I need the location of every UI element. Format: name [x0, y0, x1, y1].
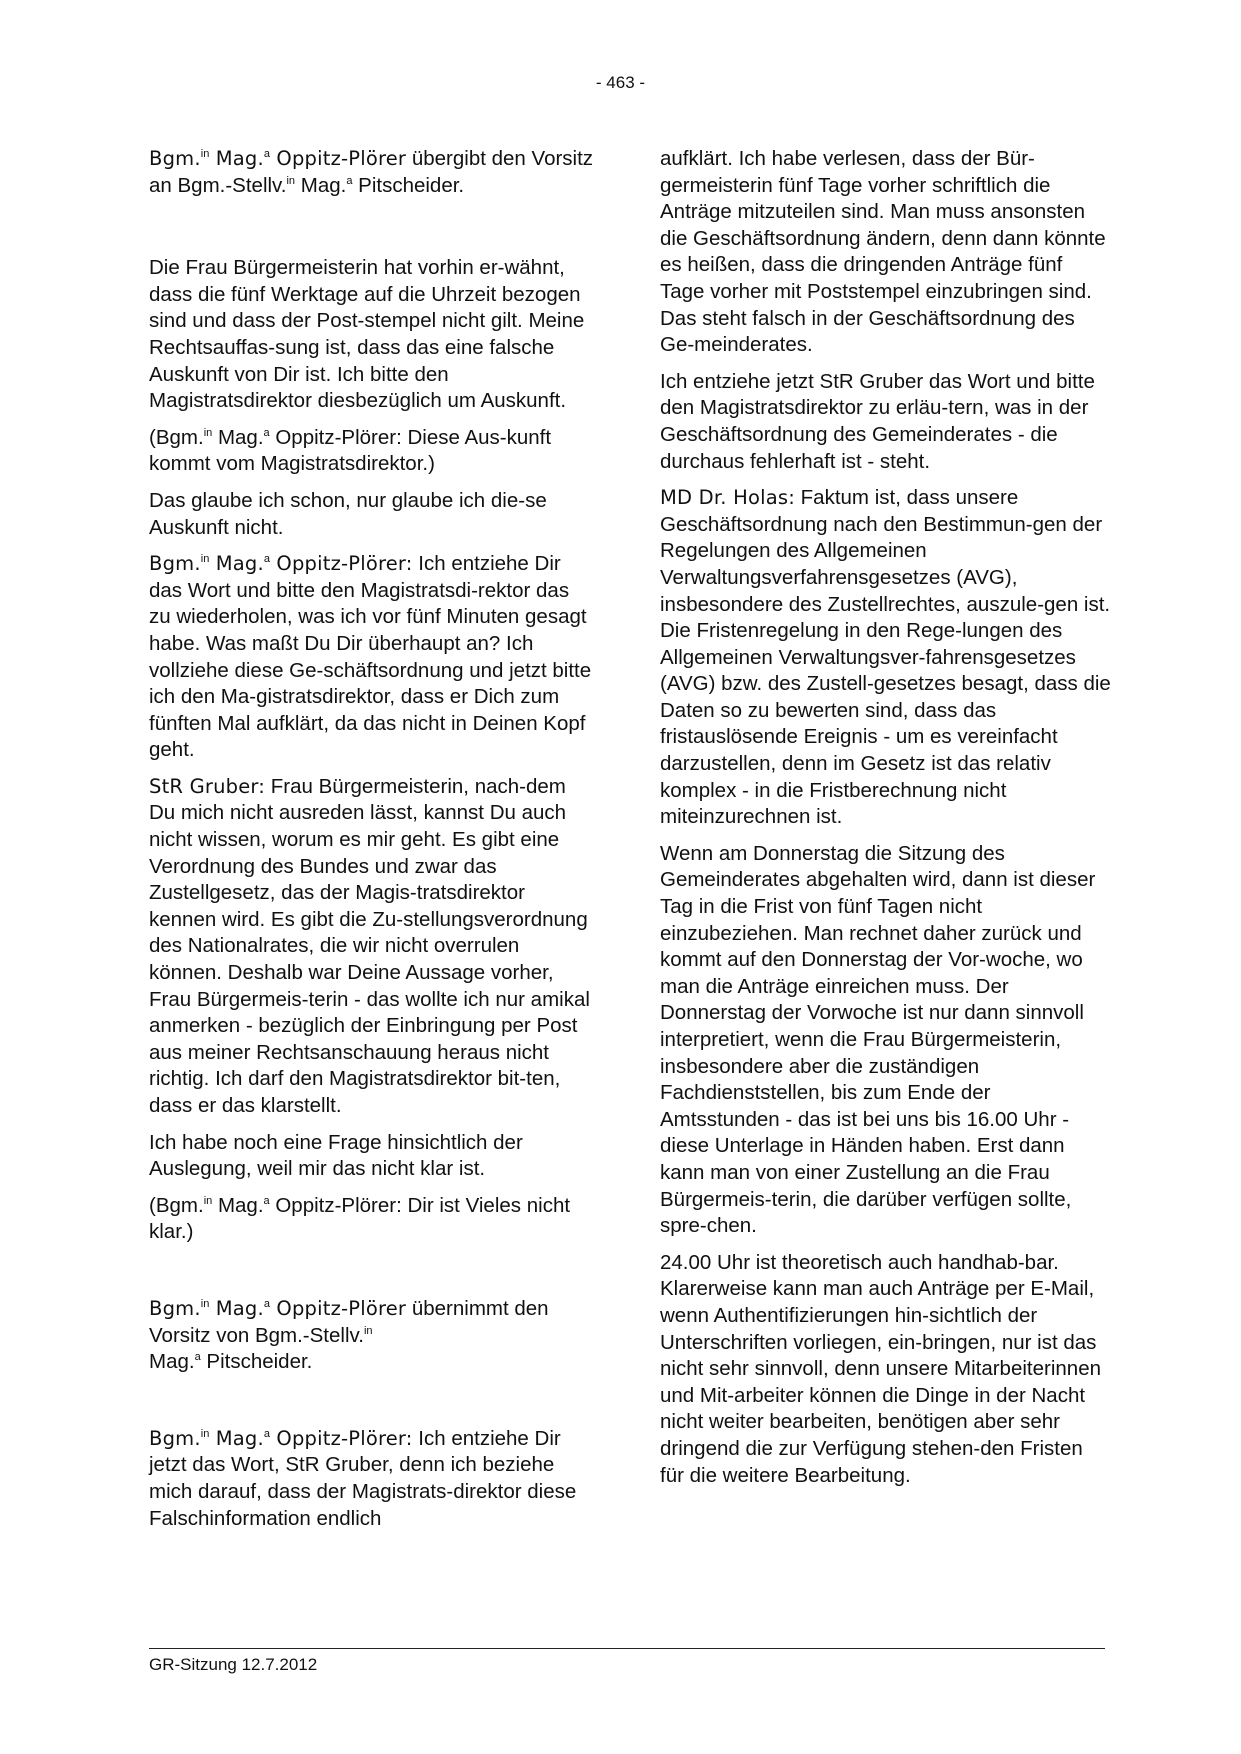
speaker-name: StR Gruber:	[149, 774, 266, 798]
paragraph-text: Mag.	[212, 1193, 264, 1217]
superscript: in	[200, 148, 210, 161]
superscript: a	[346, 174, 353, 187]
paragraph-text: Pitscheider.	[200, 1350, 313, 1374]
speaker-name: MD Dr. Holas:	[660, 486, 795, 510]
paragraph-text: Ich entziehe Dir jetzt das Wort, StR Gruber, denn ich beziehe mich darauf, dass der Magistrats-direktor diese Falschinformation endlich	[149, 1426, 577, 1530]
footer-session-date: GR-Sitzung 12.7.2012	[149, 1655, 318, 1674]
body-paragraph: Wenn am Donnerstag die Sitzung des Gemeinderates abgehalten wird, dann ist dieser Tag in die Frist von fünf Tagen nicht einzubeziehen. Man rechnet daher zurück und kommt auf den Donnerstag der Vor-woche, wo man die Anträge einreichen muss. Der Donnerstag der Vorwoche ist nur dann sinnvoll interpretiert, wenn die Frau Bürgermeisterin, insbesondere aber die zuständigen Fachdienststellen, bis zum Ende der Amtsstunden - das ist bei uns bis 16.00 Uhr - diese Unterlage in Händen haben. Erst dann kann man von einer Zustellung an die Frau Bürgermeis-terin, die darüber verfügen sollte, spre-chen.	[660, 841, 1096, 1238]
paragraph-text: Mag.	[295, 173, 347, 197]
superscript: in	[200, 1298, 210, 1311]
superscript: in	[203, 1194, 213, 1207]
speaker-name: Oppitz-Plörer	[270, 1296, 407, 1320]
paragraph-text: Mag.	[149, 1350, 195, 1374]
interjection-paragraph	[149, 1193, 594, 1246]
superscript: a	[263, 1298, 270, 1311]
right-column	[660, 146, 1112, 1499]
superscript: a	[263, 1194, 270, 1207]
spacer	[149, 209, 594, 255]
paragraph-text: Faktum ist, dass unsere Geschäftsordnung nach den Bestimmun-gen der Regelungen des Allgemeinen Verwaltungsverfahrensgesetzes (AVG), insbesondere des Zustellrechtes, auszule-gen ist. Die Fristenregelung in den Rege-lungen des Allgemeinen Verwaltungsver-fahrensgesetzes (AVG) bzw. des Zustell-gesetzes besagt, dass die Daten so zu bewerten sind, dass das fristauslösende Ereignis - um es vereinfacht darzustellen, denn im Gesetz ist das relativ komplex - in die Fristberechnung nicht miteinzurechnen ist.	[660, 486, 1111, 829]
superscript: in	[200, 1427, 210, 1440]
spacer	[149, 1256, 594, 1296]
paragraph-text: Oppitz-Plörer: Dir ist Vieles nicht klar.)	[149, 1193, 571, 1244]
paragraph-text: Oppitz-Plörer: Diese Aus-kunft kommt vom Magistratsdirektor.)	[149, 425, 552, 476]
paragraph-text: Pitscheider.	[352, 173, 465, 197]
paragraph-text: übergibt den Vorsitz an Bgm.-Stellv.	[149, 147, 594, 197]
paragraph-text: übernimmt den Vorsitz von Bgm.-Stellv.	[149, 1296, 549, 1347]
superscript: in	[286, 174, 296, 187]
superscript: a	[263, 426, 270, 439]
page-number: - 463 -	[595, 73, 646, 92]
interjection-paragraph	[149, 425, 594, 478]
speaker-title: Bgm.	[149, 1296, 201, 1320]
speech-paragraph	[149, 551, 594, 764]
speaker-title: Bgm.	[149, 552, 201, 576]
speaker-title: Mag.	[209, 1296, 264, 1320]
speaker-title: Mag.	[209, 147, 264, 170]
superscript: a	[263, 148, 270, 161]
speaker-name: Oppitz-Plörer	[270, 147, 407, 170]
speaker-title: Mag.	[209, 552, 264, 576]
speaker-title: Bgm.	[149, 1426, 201, 1450]
superscript: a	[194, 1351, 201, 1364]
left-column	[149, 146, 594, 1542]
paragraph-text: Ich entziehe Dir das Wort und bitte den Magistratsdi-rektor das zu wiederholen, was ich vor fünf Minuten gesagt habe. Was maßt Du Dir überhaupt an? Ich vollziehe diese Ge-schäftsordnung und jetzt bitte ich den Ma-gistratsdirektor, dass er Dich zum fünften Mal aufklärt, da das nicht in Deinen Kopf geht.	[149, 552, 592, 762]
speech-paragraph	[149, 1426, 594, 1532]
body-paragraph: Ich habe noch eine Frage hinsichtlich der Auslegung, weil mir das nicht klar ist.	[149, 1130, 523, 1181]
paragraph-text: Frau Bürgermeisterin, nach-dem Du mich nicht ausreden lässt, kannst Du auch nicht wissen, worum es mir geht. Es gibt eine Verordnung des Bundes und zwar das Zustellgesetz, das der Magis-tratsdirektor kennen wird. Es gibt die Zu-stellungsverordnung des Nationalrates, die wir nicht overrulen können. Deshalb war Deine Aussage vorher, Frau Bürgermeis-terin - das wollte ich nur amikal anmerken - bezüglich der Einbringung per Post aus meiner Rechtsanschauung heraus nicht richtig. Ich darf den Magistratsdirektor bit-ten, dass er das klarstellt.	[149, 774, 590, 1117]
footer-divider	[149, 1648, 1105, 1649]
speech-paragraph	[149, 774, 594, 1120]
body-paragraph: Ich entziehe jetzt StR Gruber das Wort und bitte den Magistratsdirektor zu erläu-tern, was in der Geschäftsordnung des Gemeinderates - die durchaus fehlerhaft ist - steht.	[660, 369, 1095, 473]
superscript: in	[363, 1324, 373, 1337]
speaker-name: Oppitz-Plörer:	[270, 1426, 413, 1450]
body-paragraph: Die Frau Bürgermeisterin hat vorhin er-wähnt, dass die fünf Werktage auf die Uhrzeit bezogen sind und dass der Post-stempel nicht gilt. Meine Rechtsauffas-sung ist, dass das eine falsche Auskunft von Dir ist. Ich bitte den Magistratsdirektor diesbezüglich um Auskunft.	[149, 256, 585, 413]
superscript: a	[263, 553, 270, 566]
body-paragraph: aufklärt. Ich habe verlesen, dass der Bür-germeisterin fünf Tage vorher schriftlich die Anträge mitzuteilen sind. Man muss ansonsten die Geschäftsordnung ändern, denn dann könnte es heißen, dass die dringenden Anträge fünf Tage vorher mit Poststempel einzubringen sind. Das steht falsch in der Geschäftsordnung des Ge-meinderates.	[660, 147, 1106, 357]
speaker-title: Bgm.	[149, 147, 201, 170]
body-paragraph: Das glaube ich schon, nur glaube ich die-se Auskunft nicht.	[149, 488, 547, 539]
speaker-title: Mag.	[209, 1426, 264, 1450]
speech-paragraph	[660, 485, 1112, 831]
paragraph-text: (Bgm.	[149, 1193, 204, 1217]
paragraph-text: (Bgm.	[149, 425, 204, 449]
superscript: a	[263, 1427, 270, 1440]
superscript: in	[203, 426, 213, 439]
speaker-name: Oppitz-Plörer:	[270, 552, 413, 576]
superscript: in	[200, 553, 210, 566]
spacer	[149, 1386, 594, 1426]
paragraph-text: Mag.	[212, 425, 264, 449]
body-paragraph: 24.00 Uhr ist theoretisch auch handhab-bar. Klarerweise kann man auch Anträge per E-Mail, wenn Authentifizierungen hin-sichtlich der Unterschriften vorliegen, ein-bringen, nur ist das nicht sehr sinnvoll, denn unsere Mitarbeiterinnen und Mit-arbeiter können die Dinge in der Nacht nicht weiter bearbeiten, benötigen aber sehr dringend die zur Verfügung stehen-den Fristen für die weitere Bearbeitung.	[660, 1250, 1102, 1487]
chair-handover-paragraph	[149, 146, 594, 199]
chair-takeover-paragraph	[149, 1296, 594, 1376]
